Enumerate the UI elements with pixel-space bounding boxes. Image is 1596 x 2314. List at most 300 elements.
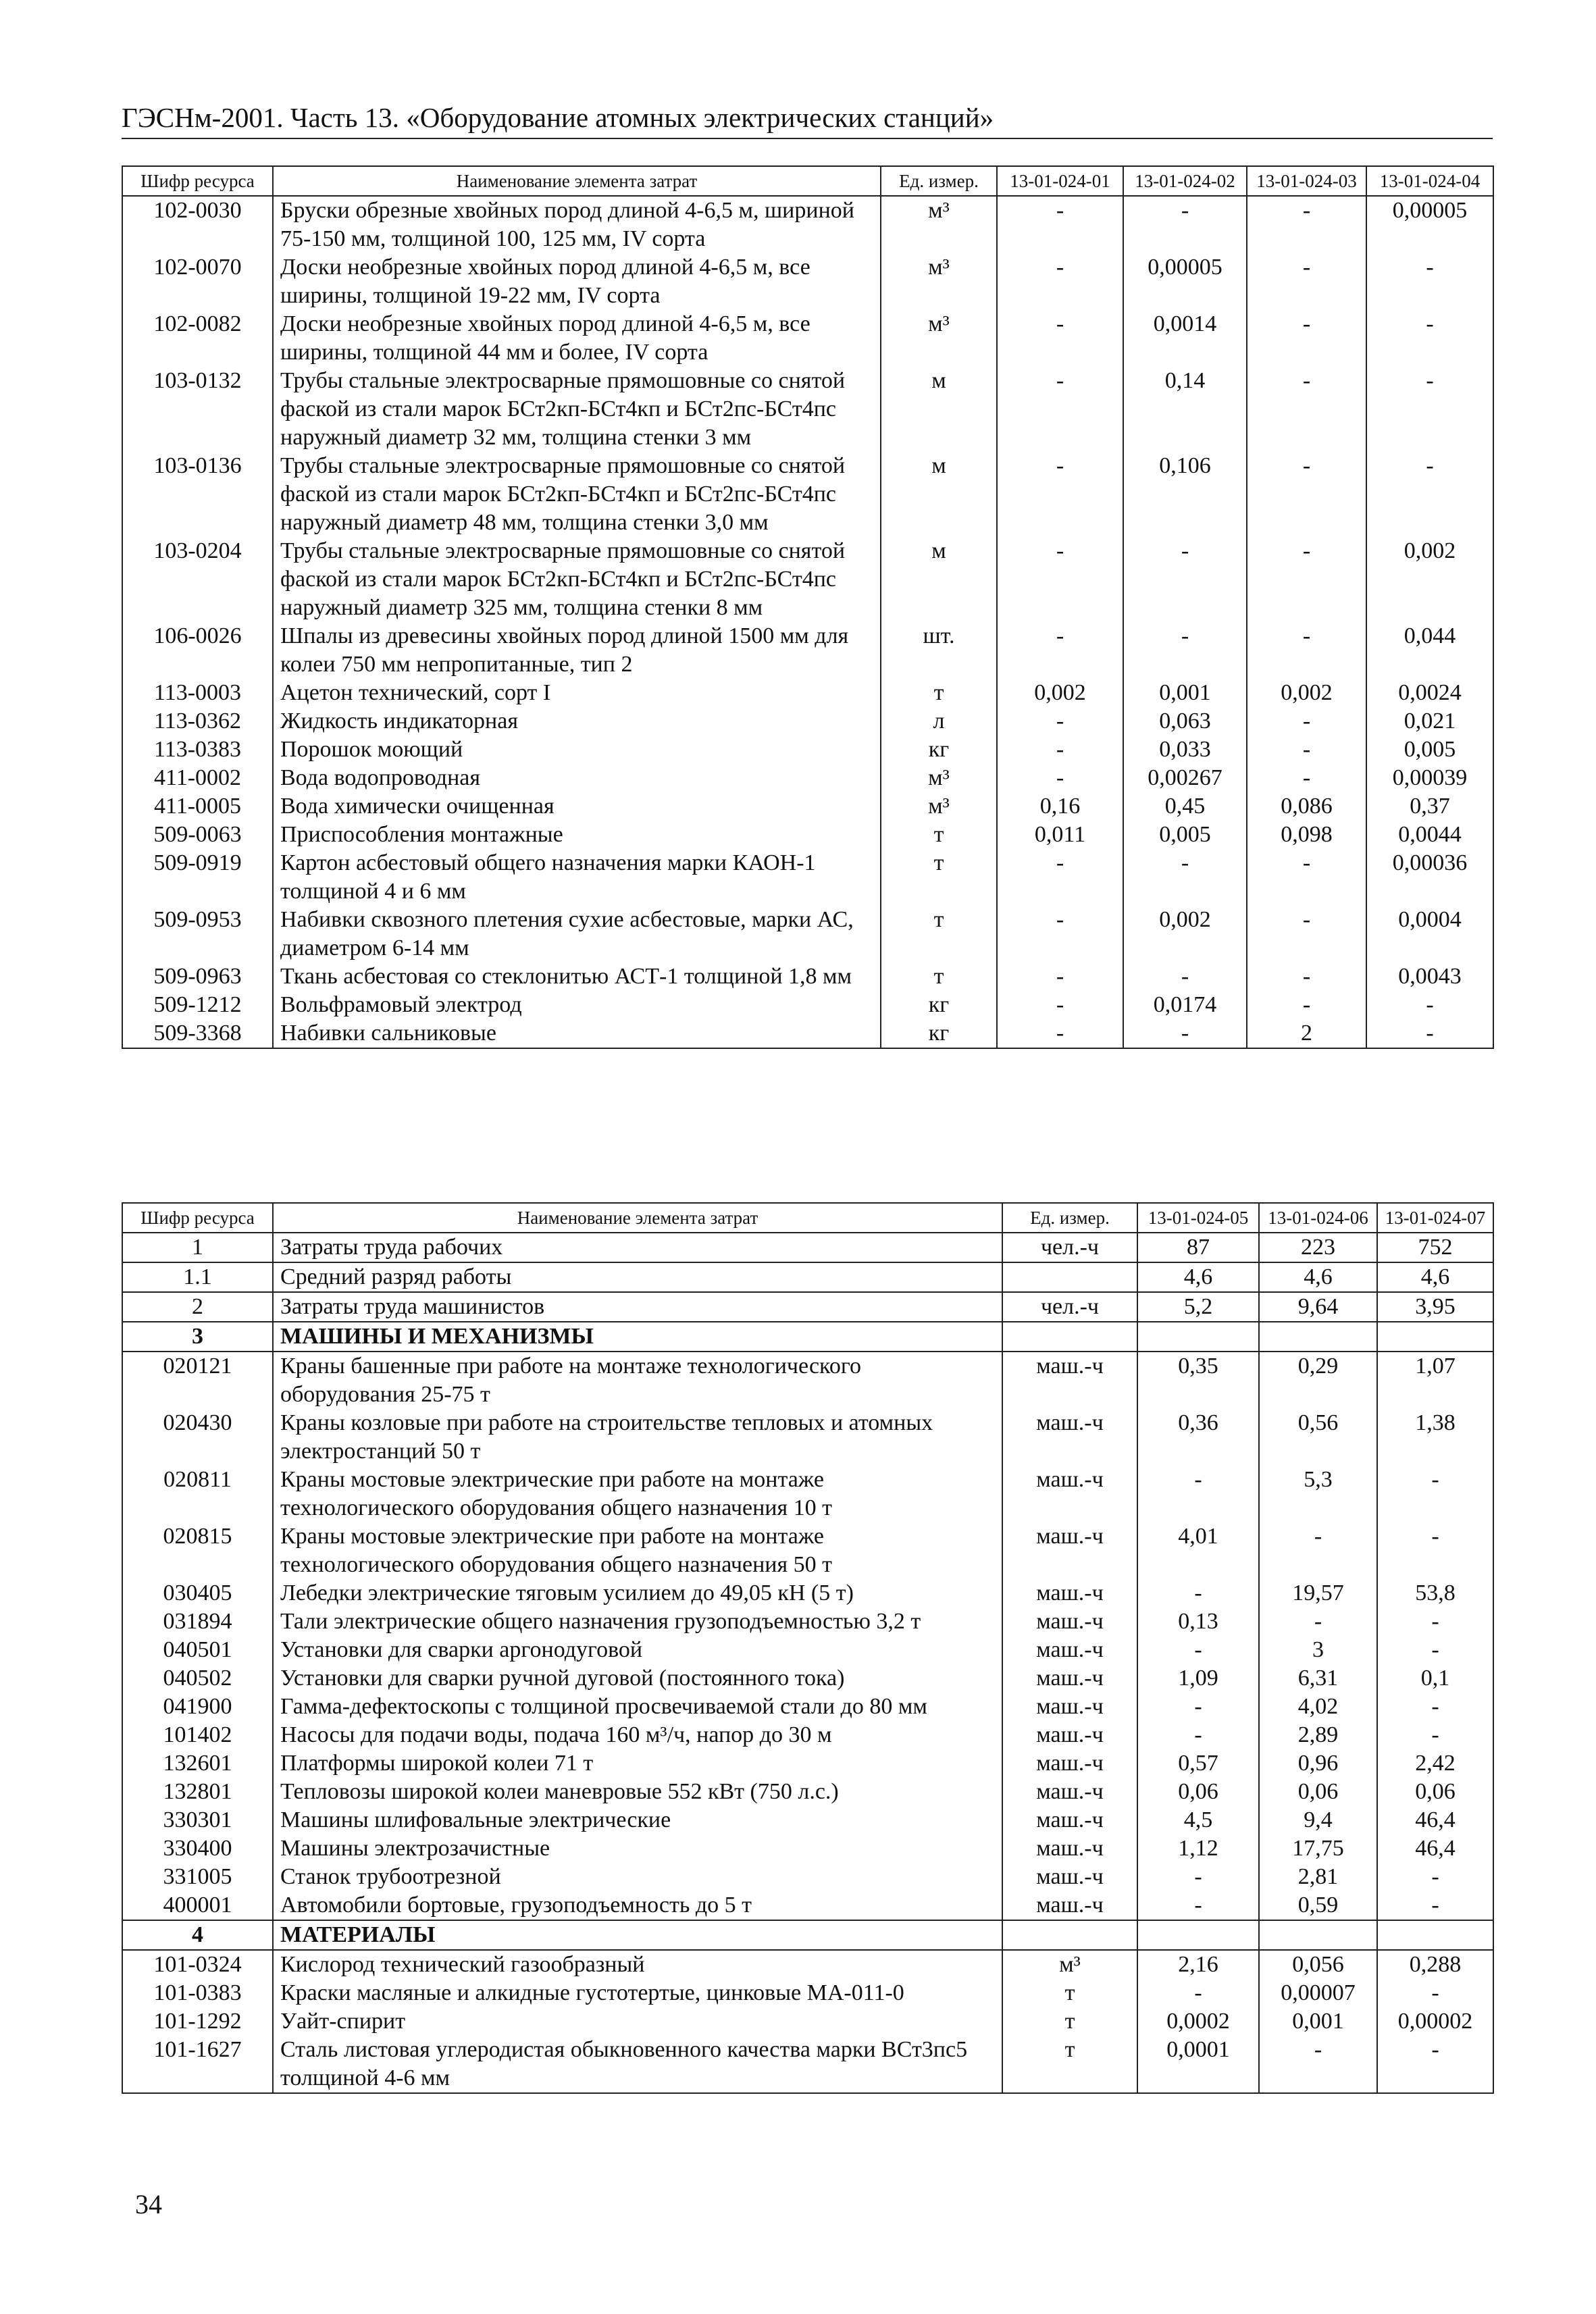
value-cell: - bbox=[997, 310, 1123, 367]
table-row bbox=[122, 253, 1493, 310]
value-cell: 0,001 bbox=[1259, 2007, 1377, 2036]
resource-code: 101402 bbox=[122, 1721, 273, 1749]
table-row bbox=[122, 1409, 1493, 1466]
resource-code: 509-1212 bbox=[122, 991, 273, 1019]
resource-code: 103-0204 bbox=[122, 537, 273, 622]
value-cell: - bbox=[1377, 1466, 1493, 1522]
value-cell bbox=[1377, 1920, 1493, 1950]
value-cell: 1,38 bbox=[1377, 1409, 1493, 1466]
table-row bbox=[122, 2036, 1493, 2093]
table-row bbox=[122, 736, 1493, 764]
resource-code: 031894 bbox=[122, 1608, 273, 1636]
value-cell: 0,005 bbox=[1123, 821, 1247, 849]
resource-code: 103-0132 bbox=[122, 367, 273, 452]
value-cell: - bbox=[1247, 452, 1366, 537]
value-cell: - bbox=[1137, 1693, 1259, 1721]
value-cell: 0,0001 bbox=[1137, 2036, 1259, 2093]
value-cell bbox=[1137, 1920, 1259, 1950]
resource-name: Станок трубоотрезной bbox=[273, 1863, 1002, 1891]
column-header: Шифр ресурса bbox=[122, 166, 273, 196]
table-row bbox=[122, 1664, 1493, 1693]
value-cell: 0,56 bbox=[1259, 1409, 1377, 1466]
resource-name: Краски масляные и алкидные густотертые, цинковые МА-011-0 bbox=[273, 1979, 1002, 2007]
value-cell: 6,31 bbox=[1259, 1664, 1377, 1693]
column-header: 13-01-024-06 bbox=[1259, 1203, 1377, 1233]
value-cell: 0,00267 bbox=[1123, 764, 1247, 792]
value-cell bbox=[1259, 1920, 1377, 1950]
value-cell: 3,95 bbox=[1377, 1292, 1493, 1322]
column-header: 13-01-024-01 bbox=[997, 166, 1123, 196]
value-cell: - bbox=[997, 991, 1123, 1019]
resource-name: Краны мостовые электрические при работе на монтаже технологического оборудования общего назначения 10 т bbox=[273, 1466, 1002, 1522]
table-row bbox=[122, 991, 1493, 1019]
unit-cell: м³ bbox=[881, 792, 997, 821]
table-row bbox=[122, 1778, 1493, 1806]
value-cell: 0,06 bbox=[1137, 1778, 1259, 1806]
resource-code: 509-0953 bbox=[122, 906, 273, 962]
resource-code: 2 bbox=[122, 1292, 273, 1322]
value-cell: 0,00036 bbox=[1366, 849, 1493, 906]
resource-name: Машины шлифовальные электрические bbox=[273, 1806, 1002, 1834]
table-row bbox=[122, 1950, 1493, 1979]
resource-code: 509-0919 bbox=[122, 849, 273, 906]
value-cell: - bbox=[1247, 849, 1366, 906]
resource-code: 113-0383 bbox=[122, 736, 273, 764]
resource-name: Бруски обрезные хвойных пород длиной 4-6,5 м, шириной 75-150 мм, толщиной 100, 125 мм, IV сорта bbox=[273, 196, 881, 253]
value-cell: 0,098 bbox=[1247, 821, 1366, 849]
value-cell: 4,6 bbox=[1377, 1262, 1493, 1292]
value-cell: 0,06 bbox=[1377, 1778, 1493, 1806]
resource-code: 101-0324 bbox=[122, 1950, 273, 1979]
value-cell: 0,033 bbox=[1123, 736, 1247, 764]
table-row bbox=[122, 679, 1493, 707]
value-cell: - bbox=[1377, 1608, 1493, 1636]
value-cell: 0,06 bbox=[1259, 1778, 1377, 1806]
column-header: Шифр ресурса bbox=[122, 1203, 273, 1233]
value-cell: 0,106 bbox=[1123, 452, 1247, 537]
unit-cell: маш.-ч bbox=[1002, 1608, 1137, 1636]
value-cell: - bbox=[1123, 962, 1247, 991]
page-number: 34 bbox=[135, 2189, 162, 2219]
unit-cell: маш.-ч bbox=[1002, 1664, 1137, 1693]
unit-cell: м³ bbox=[881, 253, 997, 310]
table-row bbox=[122, 962, 1493, 991]
column-header: Наименование элемента затрат bbox=[273, 1203, 1002, 1233]
resource-name: Приспособления монтажные bbox=[273, 821, 881, 849]
value-cell: 0,13 bbox=[1137, 1608, 1259, 1636]
table-row bbox=[122, 537, 1493, 622]
table-row bbox=[122, 1863, 1493, 1891]
value-cell: 0,002 bbox=[997, 679, 1123, 707]
table-row bbox=[122, 1522, 1493, 1579]
resource-code: 330400 bbox=[122, 1834, 273, 1863]
value-cell: - bbox=[997, 452, 1123, 537]
resource-name: Затраты труда машинистов bbox=[273, 1292, 1002, 1322]
resource-code: 103-0136 bbox=[122, 452, 273, 537]
value-cell: 4,02 bbox=[1259, 1693, 1377, 1721]
table-row bbox=[122, 1806, 1493, 1834]
value-cell: 4,6 bbox=[1259, 1262, 1377, 1292]
table-row bbox=[122, 821, 1493, 849]
value-cell: - bbox=[997, 367, 1123, 452]
value-cell bbox=[1137, 1322, 1259, 1352]
value-cell: 0,00039 bbox=[1366, 764, 1493, 792]
value-cell: - bbox=[1247, 537, 1366, 622]
resource-code: 041900 bbox=[122, 1693, 273, 1721]
value-cell: 5,2 bbox=[1137, 1292, 1259, 1322]
value-cell: 17,75 bbox=[1259, 1834, 1377, 1863]
value-cell: 0,002 bbox=[1123, 906, 1247, 962]
table-row bbox=[122, 367, 1493, 452]
value-cell: 0,0043 bbox=[1366, 962, 1493, 991]
resource-name: Доски необрезные хвойных пород длиной 4-6,5 м, все ширины, толщиной 44 мм и более, IV сорта bbox=[273, 310, 881, 367]
resource-code: 020430 bbox=[122, 1409, 273, 1466]
value-cell: - bbox=[997, 253, 1123, 310]
value-cell: 0,36 bbox=[1137, 1409, 1259, 1466]
table-row bbox=[122, 1579, 1493, 1608]
unit-cell: маш.-ч bbox=[1002, 1693, 1137, 1721]
value-cell: - bbox=[1377, 2036, 1493, 2093]
value-cell: 46,4 bbox=[1377, 1834, 1493, 1863]
unit-cell: маш.-ч bbox=[1002, 1636, 1137, 1664]
value-cell: - bbox=[1137, 1891, 1259, 1920]
resource-code: 3 bbox=[122, 1322, 273, 1352]
value-cell: 0,37 bbox=[1366, 792, 1493, 821]
unit-cell: м³ bbox=[881, 310, 997, 367]
unit-cell: маш.-ч bbox=[1002, 1352, 1137, 1409]
resource-name: Жидкость индикаторная bbox=[273, 707, 881, 736]
table-row bbox=[122, 906, 1493, 962]
value-cell: - bbox=[1366, 367, 1493, 452]
value-cell: 0,0002 bbox=[1137, 2007, 1259, 2036]
resource-name: Сталь листовая углеродистая обыкновенного качества марки ВСт3пс5 толщиной 4-6 мм bbox=[273, 2036, 1002, 2093]
table-row bbox=[122, 1352, 1493, 1409]
table-row bbox=[122, 792, 1493, 821]
table-row bbox=[122, 1693, 1493, 1721]
value-cell: 4,6 bbox=[1137, 1262, 1259, 1292]
table-row bbox=[122, 622, 1493, 679]
table-row bbox=[122, 1721, 1493, 1749]
unit-cell: маш.-ч bbox=[1002, 1778, 1137, 1806]
resource-code: 101-1627 bbox=[122, 2036, 273, 2093]
column-header: Ед. измер. bbox=[1002, 1203, 1137, 1233]
value-cell: 87 bbox=[1137, 1233, 1259, 1262]
value-cell: - bbox=[997, 707, 1123, 736]
resource-code: 1.1 bbox=[122, 1262, 273, 1292]
unit-cell: м bbox=[881, 537, 997, 622]
column-header: 13-01-024-04 bbox=[1366, 166, 1493, 196]
unit-cell: т bbox=[1002, 2007, 1137, 2036]
column-header: 13-01-024-03 bbox=[1247, 166, 1366, 196]
resource-code: 509-0963 bbox=[122, 962, 273, 991]
value-cell: 0,288 bbox=[1377, 1950, 1493, 1979]
unit-cell: т bbox=[881, 849, 997, 906]
resource-code: 040502 bbox=[122, 1664, 273, 1693]
unit-cell: чел.-ч bbox=[1002, 1292, 1137, 1322]
value-cell: - bbox=[1366, 253, 1493, 310]
value-cell: 0,00007 bbox=[1259, 1979, 1377, 2007]
value-cell: - bbox=[997, 849, 1123, 906]
resource-name: Трубы стальные электросварные прямошовные со снятой фаской из стали марок БСт2кп-БСт4кп и БСт2пс-БСт4пс наружный диаметр 325 мм, толщина стенки 8 мм bbox=[273, 537, 881, 622]
resource-name: Уайт-спирит bbox=[273, 2007, 1002, 2036]
table-row bbox=[122, 1322, 1493, 1352]
resource-code: 101-1292 bbox=[122, 2007, 273, 2036]
unit-cell: м³ bbox=[1002, 1950, 1137, 1979]
value-cell: 4,01 bbox=[1137, 1522, 1259, 1579]
resource-code: 400001 bbox=[122, 1891, 273, 1920]
value-cell: 2,89 bbox=[1259, 1721, 1377, 1749]
unit-cell: т bbox=[881, 906, 997, 962]
resource-code: 020121 bbox=[122, 1352, 273, 1409]
resource-code: 040501 bbox=[122, 1636, 273, 1664]
resource-name: Краны мостовые электрические при работе на монтаже технологического оборудования общего назначения 50 т bbox=[273, 1522, 1002, 1579]
resource-name: Установки для сварки аргонодуговой bbox=[273, 1636, 1002, 1664]
value-cell: - bbox=[1247, 310, 1366, 367]
value-cell: - bbox=[1259, 1608, 1377, 1636]
value-cell: 0,001 bbox=[1123, 679, 1247, 707]
value-cell: 0,00005 bbox=[1123, 253, 1247, 310]
value-cell: - bbox=[997, 764, 1123, 792]
value-cell: 1,12 bbox=[1137, 1834, 1259, 1863]
resource-code: 132801 bbox=[122, 1778, 273, 1806]
unit-cell: л bbox=[881, 707, 997, 736]
value-cell: 2 bbox=[1247, 1019, 1366, 1048]
value-cell: - bbox=[1137, 1721, 1259, 1749]
column-header: 13-01-024-05 bbox=[1137, 1203, 1259, 1233]
value-cell: - bbox=[1247, 906, 1366, 962]
resource-name: Доски необрезные хвойных пород длиной 4-6,5 м, все ширины, толщиной 19-22 мм, IV сорта bbox=[273, 253, 881, 310]
resource-code: 102-0082 bbox=[122, 310, 273, 367]
resource-name: Установки для сварки ручной дуговой (постоянного тока) bbox=[273, 1664, 1002, 1693]
value-cell: 9,4 bbox=[1259, 1806, 1377, 1834]
unit-cell: кг bbox=[881, 991, 997, 1019]
column-header: 13-01-024-02 bbox=[1123, 166, 1247, 196]
value-cell: 53,8 bbox=[1377, 1579, 1493, 1608]
value-cell: - bbox=[1123, 537, 1247, 622]
table-row bbox=[122, 1891, 1493, 1920]
value-cell: - bbox=[1366, 991, 1493, 1019]
resource-code: 4 bbox=[122, 1920, 273, 1950]
resource-name: Ацетон технический, сорт I bbox=[273, 679, 881, 707]
value-cell: 2,42 bbox=[1377, 1749, 1493, 1778]
value-cell: 752 bbox=[1377, 1233, 1493, 1262]
value-cell: - bbox=[997, 906, 1123, 962]
table-row bbox=[122, 2007, 1493, 2036]
value-cell: 0,086 bbox=[1247, 792, 1366, 821]
value-cell: 0,063 bbox=[1123, 707, 1247, 736]
unit-cell: маш.-ч bbox=[1002, 1409, 1137, 1466]
value-cell: - bbox=[1377, 1636, 1493, 1664]
value-cell: 0,011 bbox=[997, 821, 1123, 849]
table-row bbox=[122, 1920, 1493, 1950]
value-cell: - bbox=[1247, 764, 1366, 792]
unit-cell: м³ bbox=[881, 764, 997, 792]
unit-cell: т bbox=[881, 679, 997, 707]
value-cell: 0,57 bbox=[1137, 1749, 1259, 1778]
table-row bbox=[122, 764, 1493, 792]
value-cell: - bbox=[1366, 310, 1493, 367]
value-cell: 0,00002 bbox=[1377, 2007, 1493, 2036]
value-cell: 19,57 bbox=[1259, 1579, 1377, 1608]
value-cell: - bbox=[997, 622, 1123, 679]
resource-code: 106-0026 bbox=[122, 622, 273, 679]
value-cell: 0,96 bbox=[1259, 1749, 1377, 1778]
unit-cell: маш.-ч bbox=[1002, 1522, 1137, 1579]
value-cell: - bbox=[1247, 991, 1366, 1019]
value-cell: - bbox=[1377, 1891, 1493, 1920]
unit-cell: т bbox=[881, 821, 997, 849]
value-cell: 0,14 bbox=[1123, 367, 1247, 452]
value-cell: 0,0014 bbox=[1123, 310, 1247, 367]
value-cell: 223 bbox=[1259, 1233, 1377, 1262]
value-cell: 0,16 bbox=[997, 792, 1123, 821]
table-row bbox=[122, 1466, 1493, 1522]
page-header: ГЭСНм-2001. Часть 13. «Оборудование атомных электрических станций» bbox=[122, 101, 1493, 139]
table-row bbox=[122, 1292, 1493, 1322]
unit-cell: кг bbox=[881, 736, 997, 764]
resource-name: Лебедки электрические тяговым усилием до 49,05 кН (5 т) bbox=[273, 1579, 1002, 1608]
table-row bbox=[122, 849, 1493, 906]
value-cell: 2,16 bbox=[1137, 1950, 1259, 1979]
resource-name: Картон асбестовый общего назначения марки КАОН-1 толщиной 4 и 6 мм bbox=[273, 849, 881, 906]
resource-name: Краны башенные при работе на монтаже технологического оборудования 25-75 т bbox=[273, 1352, 1002, 1409]
resource-name: Ткань асбестовая со стеклонитью АСТ-1 толщиной 1,8 мм bbox=[273, 962, 881, 991]
resource-code: 113-0362 bbox=[122, 707, 273, 736]
resource-name: Вода химически очищенная bbox=[273, 792, 881, 821]
value-cell: 0,45 bbox=[1123, 792, 1247, 821]
value-cell: - bbox=[1137, 1863, 1259, 1891]
value-cell: - bbox=[1137, 1466, 1259, 1522]
resource-name: Затраты труда рабочих bbox=[273, 1233, 1002, 1262]
value-cell: 1,09 bbox=[1137, 1664, 1259, 1693]
value-cell: - bbox=[1123, 1019, 1247, 1048]
unit-cell: маш.-ч bbox=[1002, 1834, 1137, 1863]
resource-name: Тепловозы широкой колеи маневровые 552 кВт (750 л.с.) bbox=[273, 1778, 1002, 1806]
value-cell: - bbox=[1247, 707, 1366, 736]
table-row bbox=[122, 707, 1493, 736]
table-row bbox=[122, 310, 1493, 367]
value-cell: 0,29 bbox=[1259, 1352, 1377, 1409]
resource-code: 113-0003 bbox=[122, 679, 273, 707]
resource-name: Платформы широкой колеи 71 т bbox=[273, 1749, 1002, 1778]
value-cell: 5,3 bbox=[1259, 1466, 1377, 1522]
unit-cell bbox=[1002, 1920, 1137, 1950]
value-cell bbox=[1377, 1322, 1493, 1352]
resource-name: Автомобили бортовые, грузоподъемность до 5 т bbox=[273, 1891, 1002, 1920]
value-cell: - bbox=[1259, 2036, 1377, 2093]
value-cell: - bbox=[1123, 622, 1247, 679]
column-header: Наименование элемента затрат bbox=[273, 166, 881, 196]
unit-cell bbox=[1002, 1262, 1137, 1292]
value-cell: - bbox=[1137, 1979, 1259, 2007]
value-cell: 1,07 bbox=[1377, 1352, 1493, 1409]
unit-cell: маш.-ч bbox=[1002, 1891, 1137, 1920]
table-row bbox=[122, 1262, 1493, 1292]
value-cell: - bbox=[1247, 736, 1366, 764]
value-cell: 0,59 bbox=[1259, 1891, 1377, 1920]
table-row bbox=[122, 1608, 1493, 1636]
value-cell: - bbox=[1377, 1522, 1493, 1579]
resource-code: 411-0005 bbox=[122, 792, 273, 821]
unit-cell: т bbox=[1002, 1979, 1137, 2007]
resource-code: 030405 bbox=[122, 1579, 273, 1608]
unit-cell: маш.-ч bbox=[1002, 1579, 1137, 1608]
value-cell: - bbox=[997, 537, 1123, 622]
value-cell: - bbox=[997, 196, 1123, 253]
value-cell: - bbox=[1123, 196, 1247, 253]
table-row bbox=[122, 1019, 1493, 1048]
value-cell: 0,002 bbox=[1366, 537, 1493, 622]
resource-code: 330301 bbox=[122, 1806, 273, 1834]
unit-cell: маш.-ч bbox=[1002, 1863, 1137, 1891]
resource-name: Средний разряд работы bbox=[273, 1262, 1002, 1292]
resource-name: Вода водопроводная bbox=[273, 764, 881, 792]
value-cell: - bbox=[1123, 849, 1247, 906]
unit-cell: м bbox=[881, 452, 997, 537]
value-cell: 0,00005 bbox=[1366, 196, 1493, 253]
table-row bbox=[122, 1233, 1493, 1262]
resource-code: 102-0030 bbox=[122, 196, 273, 253]
table-row bbox=[122, 1749, 1493, 1778]
resource-name: Трубы стальные электросварные прямошовные со снятой фаской из стали марок БСт2кп-БСт4кп и БСт2пс-БСт4пс наружный диаметр 48 мм, толщина стенки 3,0 мм bbox=[273, 452, 881, 537]
unit-cell: кг bbox=[881, 1019, 997, 1048]
resource-name: Краны козловые при работе на строительстве тепловых и атомных электростанций 50 т bbox=[273, 1409, 1002, 1466]
resource-code: 1 bbox=[122, 1233, 273, 1262]
resource-name: Тали электрические общего назначения грузоподъемностью 3,2 т bbox=[273, 1608, 1002, 1636]
value-cell: - bbox=[1366, 452, 1493, 537]
value-cell: 0,0024 bbox=[1366, 679, 1493, 707]
resource-name: Шпалы из древесины хвойных пород длиной 1500 мм для колеи 750 мм непропитанные, тип 2 bbox=[273, 622, 881, 679]
value-cell: 2,81 bbox=[1259, 1863, 1377, 1891]
table-row bbox=[122, 1979, 1493, 2007]
table-row bbox=[122, 452, 1493, 537]
value-cell: 0,0044 bbox=[1366, 821, 1493, 849]
resource-name: Набивки сальниковые bbox=[273, 1019, 881, 1048]
resource-code: 411-0002 bbox=[122, 764, 273, 792]
resource-name: Трубы стальные электросварные прямошовные со снятой фаской из стали марок БСт2кп-БСт4кп и БСт2пс-БСт4пс наружный диаметр 32 мм, толщина стенки 3 мм bbox=[273, 367, 881, 452]
resource-name: Порошок моющий bbox=[273, 736, 881, 764]
value-cell: - bbox=[997, 962, 1123, 991]
value-cell: - bbox=[1247, 196, 1366, 253]
unit-cell: маш.-ч bbox=[1002, 1806, 1137, 1834]
value-cell: - bbox=[1377, 1721, 1493, 1749]
unit-cell bbox=[1002, 1322, 1137, 1352]
value-cell: - bbox=[1247, 962, 1366, 991]
resource-name: МАТЕРИАЛЫ bbox=[273, 1920, 1002, 1950]
value-cell: 0,1 bbox=[1377, 1664, 1493, 1693]
unit-cell: маш.-ч bbox=[1002, 1721, 1137, 1749]
table-row bbox=[122, 1834, 1493, 1863]
column-header: Ед. измер. bbox=[881, 166, 997, 196]
resource-name: Гамма-дефектоскопы с толщиной просвечиваемой стали до 80 мм bbox=[273, 1693, 1002, 1721]
resource-name: МАШИНЫ И МЕХАНИЗМЫ bbox=[273, 1322, 1002, 1352]
value-cell: 9,64 bbox=[1259, 1292, 1377, 1322]
resource-code: 331005 bbox=[122, 1863, 273, 1891]
value-cell: - bbox=[1247, 253, 1366, 310]
value-cell: - bbox=[1259, 1522, 1377, 1579]
value-cell: - bbox=[997, 736, 1123, 764]
column-header: 13-01-024-07 bbox=[1377, 1203, 1493, 1233]
unit-cell: т bbox=[1002, 2036, 1137, 2093]
value-cell: 0,35 bbox=[1137, 1352, 1259, 1409]
unit-cell: м³ bbox=[881, 196, 997, 253]
resource-name: Насосы для подачи воды, подача 160 м³/ч, напор до 30 м bbox=[273, 1721, 1002, 1749]
resource-name: Кислород технический газообразный bbox=[273, 1950, 1002, 1979]
value-cell: - bbox=[1247, 622, 1366, 679]
resource-code: 509-3368 bbox=[122, 1019, 273, 1048]
resource-code: 509-0063 bbox=[122, 821, 273, 849]
resource-code: 102-0070 bbox=[122, 253, 273, 310]
